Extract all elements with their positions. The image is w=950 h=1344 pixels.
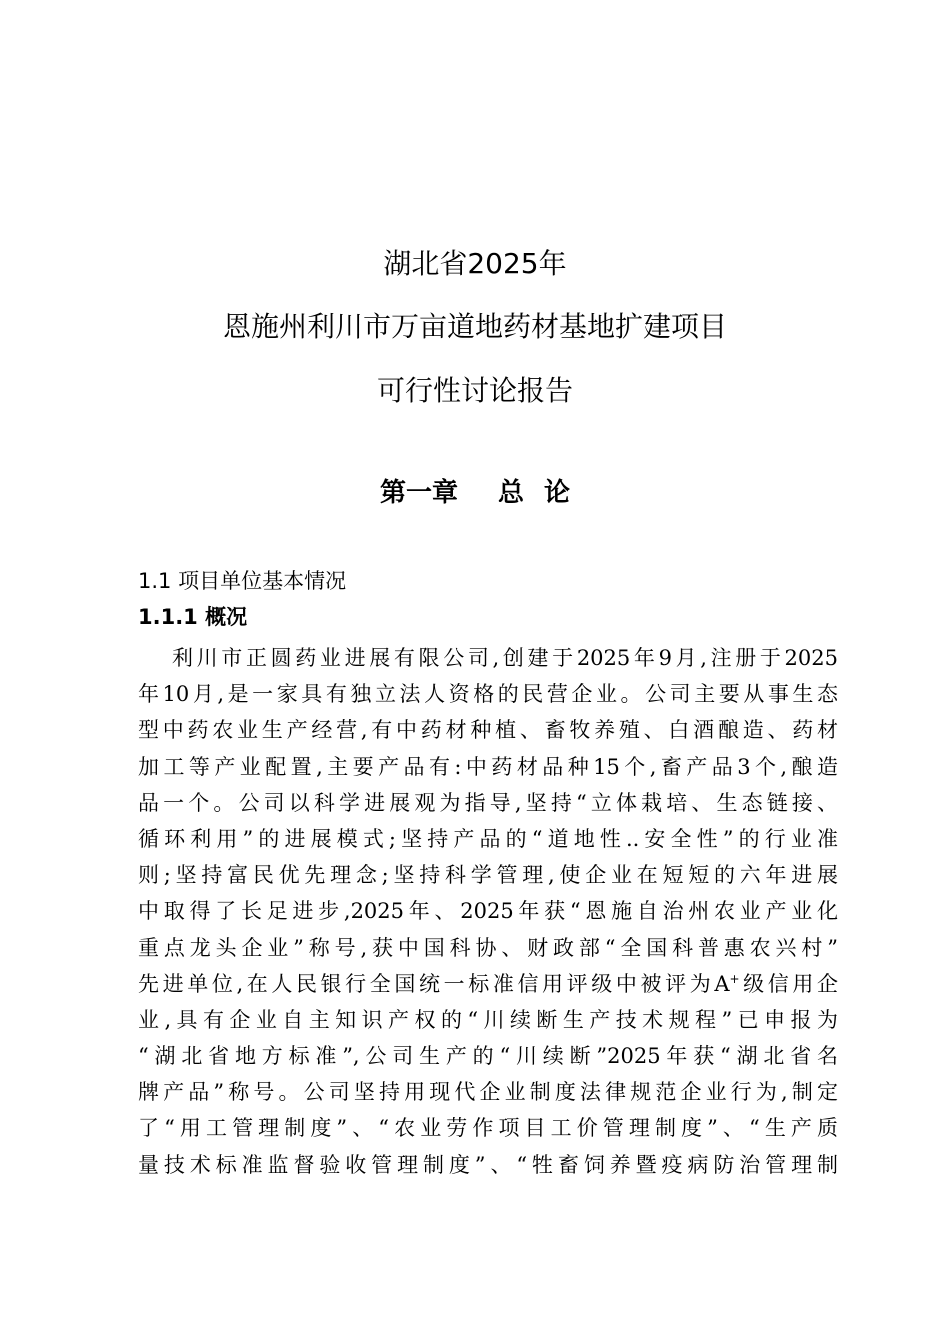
section-heading-1-1-1: 1.1.1 概况 <box>138 605 248 629</box>
paragraph-line: 型中药农业生产经营,有中药材种植、畜牧养殖、白酒酿造、药材 <box>138 718 838 743</box>
paragraph-line-start: 先进单位,在人民银行全国统一标准信用评级中被评为A <box>138 971 730 996</box>
paragraph-line: 则;坚持富民优先理念;坚持科学管理,使企业在短短的六年进展 <box>138 863 838 888</box>
document-title-line-1: 湖北省2025年 <box>383 247 567 280</box>
section-heading-1-1: 1.1 项目单位基本情况 <box>138 569 347 593</box>
paragraph-line: 量技术标准监督验收管理制度”、“牲畜饲养暨疫病防治管理制 <box>138 1152 838 1177</box>
chapter-name-part-1: 总 <box>497 478 524 508</box>
paragraph-line: 业,具有企业自主知识产权的“川续断生产技术规程”已申报为 <box>138 1007 838 1032</box>
paragraph-line: 品一个。公司以科学进展观为指导,坚持“立体栽培、生态链接、 <box>138 790 838 815</box>
paragraph-line: 循环利用”的进展模式;坚持产品的“道地性..安全性”的行业准 <box>138 826 838 851</box>
chapter-heading <box>0 475 950 511</box>
paragraph-line-end: 级信用企 <box>739 971 839 996</box>
paragraph-line: “湖北省地方标准”,公司生产的“川续断”2025年获“湖北省名 <box>138 1044 838 1069</box>
paragraph-line: 加工等产业配置,主要产品有:中药材品种15个,畜产品3个,酿造 <box>138 754 838 779</box>
paragraph-line-with-superscript <box>138 966 838 1002</box>
paragraph-line: 年10月,是一家具有独立法人资格的民营企业。公司主要从事生态 <box>138 682 838 707</box>
chapter-label: 第一章 <box>379 478 458 508</box>
chapter-name-part-2: 论 <box>544 478 571 508</box>
paragraph-line: 中取得了长足进步,2025年、2025年获“恩施自治州农业产业化 <box>138 899 838 924</box>
paragraph-line: 重点龙头企业”称号,获中国科协、财政部“全国科普惠农兴村” <box>138 935 838 960</box>
paragraph-line: 了“用工管理制度”、“农业劳作项目工价管理制度”、“生产质 <box>138 1116 838 1141</box>
document-title-line-3: 可行性讨论报告 <box>376 374 573 407</box>
paragraph-line: 牌产品”称号。公司坚持用现代企业制度法律规范企业行为,制定 <box>138 1080 838 1105</box>
paragraph-line: 利川市正圆药业进展有限公司,创建于2025年9月,注册于2025 <box>172 646 838 670</box>
superscript-plus: + <box>729 971 740 986</box>
body-paragraph <box>138 640 838 1183</box>
document-title-line-2: 恩施州利川市万亩道地药材基地扩建项目 <box>222 310 727 343</box>
